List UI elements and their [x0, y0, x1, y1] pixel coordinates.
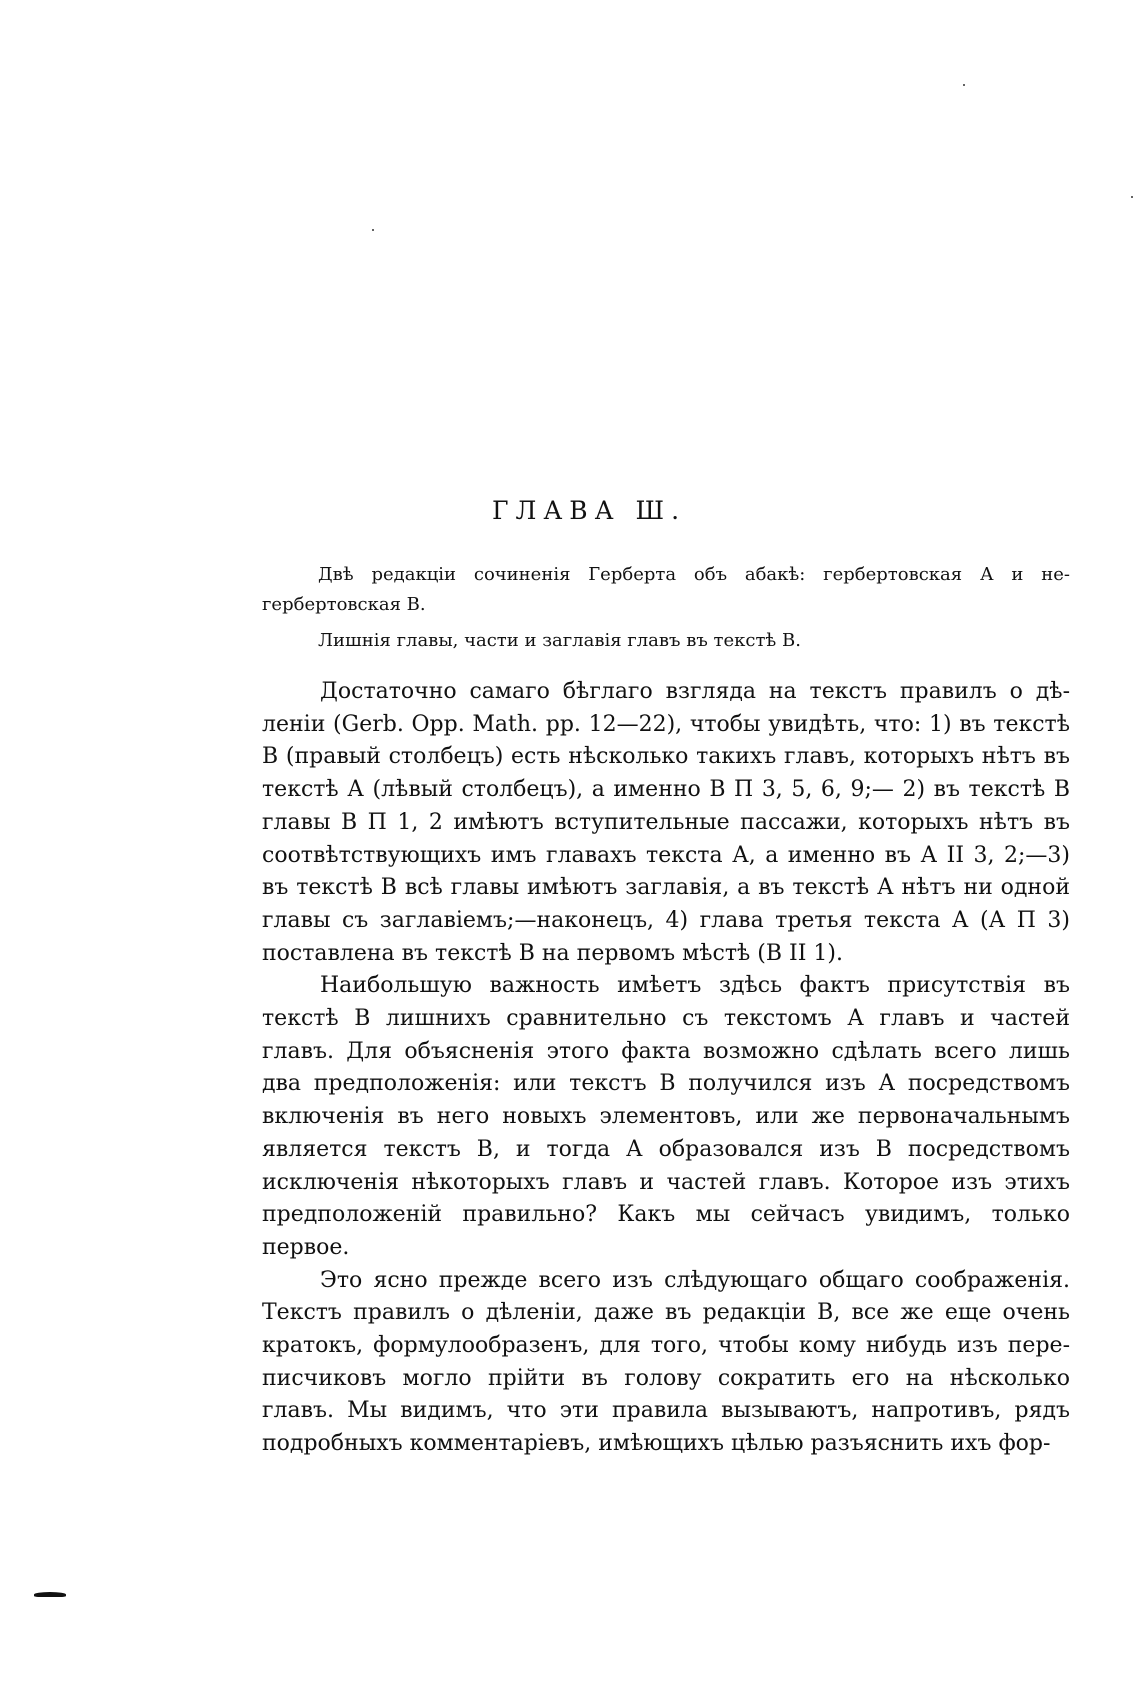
chapter-summary-line: Лишнія главы, части и заглавія главъ въ текстѣ В. — [318, 630, 801, 651]
ink-speck — [372, 229, 374, 231]
margin-ink-mark — [34, 1592, 66, 1597]
paragraph: Достаточно самаго бѣглаго взгляда на текстъ правилъ о дѣленіи (Gerb. Opp. Math. pp. 12—22), чтобы увидѣть, что: 1) въ текстѣ В (правый столбецъ) есть нѣсколько такихъ главъ, которыхъ нѣтъ въ текстѣ А (лѣвый столбецъ), а именно В П 3, 5, 6, 9;— 2) въ текстѣ В главы В П 1, 2 имѣютъ вступительные пассажи, которыхъ нѣтъ въ соотвѣтствующихъ имъ главахъ текста А, а именно въ А II 3, 2;—3) въ текстѣ В всѣ главы имѣютъ заглавія, а въ текстѣ А нѣтъ ни одной главы съ заглавіемъ;—наконецъ, 4) глава третья текста А (А П 3) поставлена въ текстѣ В на первомъ мѣстѣ (В II 1). — [262, 679, 1070, 966]
ink-speck — [963, 84, 965, 86]
paragraph: Наибольшую важность имѣетъ здѣсь фактъ присутствія въ текстѣ В лишнихъ сравнительно съ текстомъ А главъ и частей главъ. Для объясненія этого факта возможно сдѣлать всего лишь два предположенія: или текстъ В получился изъ А посредствомъ включенія въ него новыхъ элементовъ, или же первоначальнымъ является текстъ В, и тогда А образовался изъ В посредствомъ исключенія нѣкоторыхъ главъ и частей главъ. Которое изъ этихъ предположеній правильно? Какъ мы сейчасъ увидимъ, только первое. — [262, 973, 1070, 1260]
body-text — [262, 676, 1070, 1461]
chapter-summary-line: Двѣ редакціи сочиненія Герберта объ абакѣ: гербертовская А и не-гербертовская В. — [262, 564, 1070, 615]
chapter-title: ГЛАВА Ш. — [491, 496, 687, 525]
paragraph: Это ясно прежде всего изъ слѣдующаго общаго соображенія. Текстъ правилъ о дѣленіи, даже въ редакціи В, все же еще очень кратокъ, формулообразенъ, для того, чтобы кому нибудь изъ переписчиковъ могло прійти въ голову сократить его на нѣсколько главъ. Мы видимъ, что эти правила вызываютъ, напротивъ, рядъ подробныхъ комментаріевъ, имѣющихъ цѣлью разъяснить ихъ фор- — [262, 1267, 1070, 1457]
ink-speck — [1131, 196, 1133, 198]
